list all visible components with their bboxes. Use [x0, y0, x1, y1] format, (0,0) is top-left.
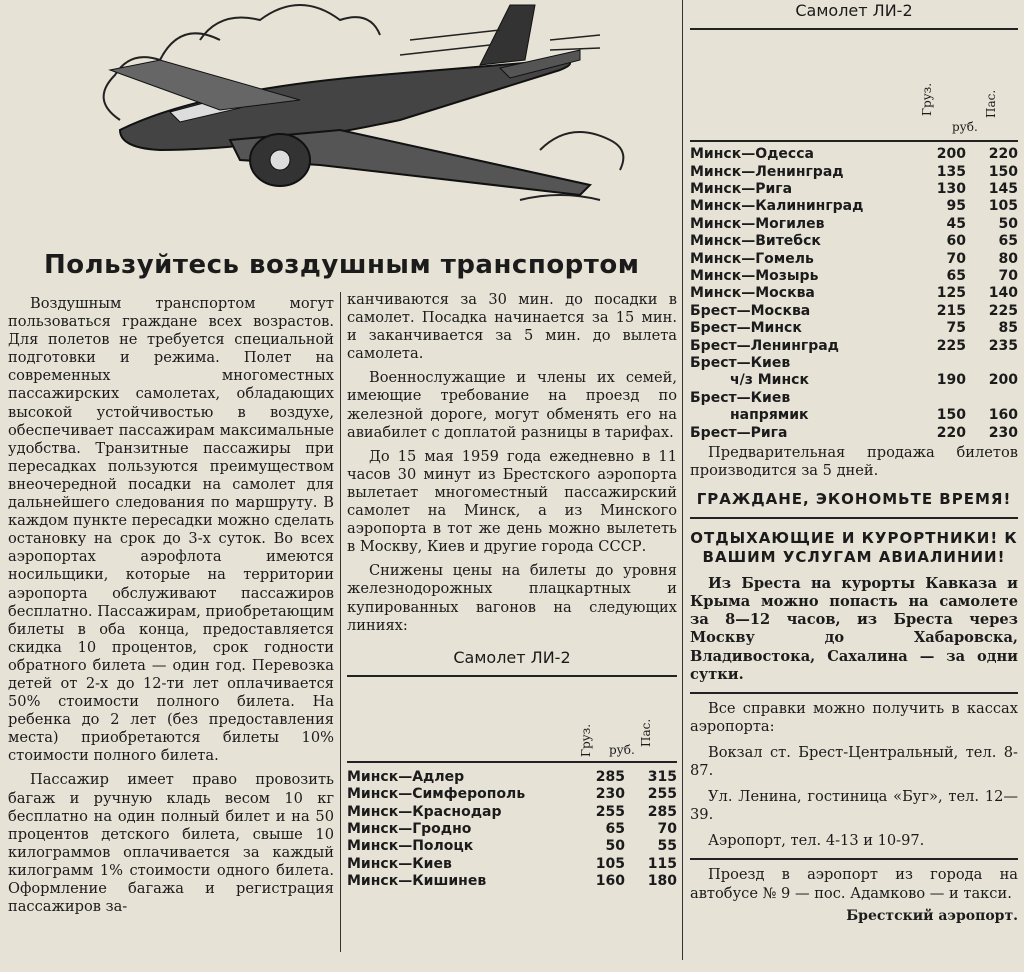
fare-row [690, 390, 1018, 407]
pass-price-cell: 220 [988, 146, 1018, 163]
route-cell: Минск—Калининград [690, 198, 864, 215]
pass-price-cell: 85 [998, 320, 1018, 337]
cargo-price-cell: 70 [946, 250, 966, 267]
fare-row [690, 355, 1018, 372]
pass-price-cell: 225 [988, 302, 1018, 319]
route-cell: Минск—Симферополь [347, 786, 526, 803]
cargo-price-cell: 230 [595, 786, 625, 803]
cargo-price-cell: 150 [936, 407, 966, 424]
cargo-price-cell: 160 [595, 873, 625, 890]
fare-row [690, 181, 1018, 198]
route-cell: Минск—Кишинев [347, 873, 487, 890]
column-1 [8, 295, 334, 922]
signature: Брестский аэропорт. [846, 907, 1018, 924]
paragraph-bus: Проезд в аэропорт из города на автобусе № 9 — пос. Адамково — и такси. [690, 866, 1018, 902]
route-cell: Брест—Минск [690, 320, 802, 337]
fare-row [690, 251, 1018, 268]
pass-price-cell: 70 [657, 821, 677, 837]
pass-price-cell: 55 [657, 838, 677, 855]
route-cell: Минск—Рига [690, 180, 793, 197]
pass-price-cell: 200 [988, 372, 1018, 389]
heading-vacationers: ОТДЫХАЮЩИЕ И КУРОРТНИКИ! К ВАШИМ УСЛУГАМ АВИАЛИНИИ! [690, 529, 1018, 567]
route-cell: Брест—Киев [690, 354, 791, 371]
pass-header: Пас. [984, 89, 998, 119]
route-cell: Брест—Москва [690, 302, 811, 319]
paragraph-military: Военнослужащие и члены их семей, имеющие требование на проезд по железной дороге, могут обменять его на авиабилет с доплатой разницы в тарифах. [347, 369, 677, 441]
cargo-price-cell: 50 [605, 838, 625, 855]
fare-row [690, 320, 1018, 337]
fare-row [690, 146, 1018, 163]
cargo-price-cell: 215 [936, 302, 966, 319]
fare-row [690, 216, 1018, 233]
route-cell: Брест—Киев [690, 389, 791, 406]
pass-price-cell: 180 [647, 873, 677, 890]
cargo-price-cell: 60 [946, 233, 966, 250]
address-station: Вокзал ст. Брест-Центральный, тел. 8-87. [690, 743, 1018, 780]
route-cell: Минск—Полоцк [347, 838, 474, 855]
table1-caption: Самолет ЛИ-2 [453, 647, 571, 667]
pass-price-cell: 115 [647, 855, 677, 872]
route-cell: напрямик [730, 407, 809, 424]
paragraph-schedule: До 15 мая 1959 года ежедневно в 11 часов 30 минут из Брестского аэропорта вылетает многоместный пассажирский самолет на Минск, а из Минского аэропорта в тот же день можно вылететь в Москву, Киев и другие города СССР. [347, 447, 677, 556]
cargo-header: Груз. [920, 83, 934, 117]
fare-row [347, 769, 677, 786]
route-cell: Минск—Гомель [690, 250, 814, 267]
cargo-price-cell: 225 [936, 337, 966, 354]
pass-price-cell: 150 [988, 163, 1018, 180]
cargo-price-cell: 65 [946, 267, 966, 284]
paragraph-prices: Снижены цены на билеты до уровня железнодорожных плацкартных и купированных вагонов на следующих линиях: [347, 562, 677, 634]
fare-row [347, 804, 677, 821]
fare-row [690, 285, 1018, 302]
cargo-price-cell [914, 355, 966, 372]
column-divider-2 [682, 0, 683, 960]
paragraph-info: Все справки можно получить в кассах аэропорта: [690, 699, 1018, 735]
paragraph-baggage: Пассажир имеет право провозить багаж и ручную кладь весом 10 кг бесплатно на один полный билет и на 50 процентов детского билета, свыше 10 килограммов оплачивается за каждый килограмм 1% стоимости одного билета. Оформление багажа и регистрация пассажиров за- [8, 771, 334, 916]
pass-price-cell: 145 [988, 180, 1018, 197]
fare-row [690, 198, 1018, 215]
fare-row [347, 821, 677, 838]
divider [690, 517, 1018, 519]
cargo-price-cell: 65 [605, 821, 625, 837]
divider [690, 692, 1018, 694]
pass-price-cell: 255 [647, 786, 677, 803]
fare-row [690, 268, 1018, 285]
cargo-price-cell: 220 [936, 424, 966, 441]
cargo-price-cell: 95 [946, 198, 966, 215]
presale-note: Предварительная продажа билетов производится за 5 дней. [690, 444, 1018, 480]
pass-price-cell: 65 [998, 233, 1018, 250]
cargo-price-cell: 285 [595, 768, 625, 785]
pass-price-cell: 140 [988, 285, 1018, 302]
column-divider [340, 292, 341, 952]
route-cell: Минск—Краснодар [347, 803, 502, 820]
fare-row [690, 407, 1018, 424]
fare-row [690, 233, 1018, 250]
cargo-header: Груз. [579, 723, 593, 757]
column-2 [347, 291, 677, 891]
fare-row [690, 338, 1018, 355]
route-cell: ч/з Минск [730, 372, 809, 389]
fare-table-2 [690, 146, 1018, 442]
pass-price-cell: 80 [998, 250, 1018, 267]
address-airport: Аэропорт, тел. 4-13 и 10-97. [708, 832, 925, 850]
fare-row [347, 856, 677, 873]
pass-price-cell [966, 390, 1018, 407]
paragraph-resorts: Из Бреста на курорты Кавказа и Крыма можно попасть на самолете за 8—12 часов, из Бреста через Москву до Хабаровска, Владивостока, Сахалина — за одни сутки. [690, 575, 1018, 683]
cargo-price-cell: 105 [595, 855, 625, 872]
table1-header [347, 675, 677, 763]
pass-price-cell: 285 [647, 803, 677, 820]
route-cell: Минск—Гродно [347, 821, 472, 837]
table2-header [690, 28, 1018, 142]
pass-price-cell: 50 [998, 215, 1018, 232]
fare-row [690, 425, 1018, 442]
route-cell: Минск—Мозырь [690, 267, 819, 284]
cargo-price-cell: 45 [946, 215, 966, 232]
rub-header: руб. [609, 742, 635, 757]
fare-row [690, 372, 1018, 389]
fare-table-1 [347, 769, 677, 891]
route-cell: Минск—Адлер [347, 768, 465, 785]
cargo-price-cell: 135 [936, 163, 966, 180]
pass-price-cell: 70 [998, 267, 1018, 284]
route-cell: Брест—Рига [690, 424, 788, 441]
pass-price-cell: 105 [988, 198, 1018, 215]
route-cell: Минск—Витебск [690, 233, 821, 250]
pass-price-cell: 315 [647, 768, 677, 785]
route-cell: Минск—Одесса [690, 146, 814, 163]
fare-row [690, 164, 1018, 181]
column-3 [690, 0, 1018, 925]
paragraph-boarding: канчиваются за 30 мин. до посадки в самолет. Посадка начинается за 15 мин. и заканчивается за 5 мин. до вылета самолета. [347, 291, 677, 363]
cargo-price-cell: 190 [936, 372, 966, 389]
divider [690, 858, 1018, 860]
rub-header: руб. [952, 120, 978, 135]
cargo-price-cell: 200 [936, 146, 966, 163]
fare-row [347, 786, 677, 803]
fare-row [347, 873, 677, 890]
pass-header: Пас. [639, 718, 653, 747]
address-hotel: Ул. Ленина, гостиница «Буг», тел. 12—39. [690, 788, 1018, 824]
fare-row [690, 303, 1018, 320]
cargo-price-cell [914, 390, 966, 407]
pass-price-cell: 230 [988, 424, 1018, 441]
route-cell: Минск—Москва [690, 285, 815, 302]
cargo-price-cell: 125 [936, 285, 966, 302]
table2-caption: Самолет ЛИ-2 [795, 1, 913, 20]
airplane-illustration [80, 0, 640, 218]
heading-save-time: ГРАЖДАНЕ, ЭКОНОМЬТЕ ВРЕМЯ! [696, 490, 1012, 509]
route-cell: Минск—Киев [347, 855, 452, 872]
cargo-price-cell: 255 [595, 803, 625, 820]
pass-price-cell: 235 [988, 337, 1018, 354]
article-headline: Пользуйтесь воздушным транспортом [44, 250, 640, 280]
paragraph-general: Воздушным транспортом могут пользоваться граждане всех возрастов. Для полетов не требуется специальной подготовки и режима. Полет на современных многоместных пассажирских самолетах, обладающих высокой устойчивостью в воздухе, обеспечивает пассажирам максимальные удобства. Транзитные пассажиры при пересадках пользуются преимуществом внеочередной посадки на самолет для дальнейшего следования по маршруту. В каждом пункте пересадки можно сделать остановку на срок до 3-х суток. Во всех аэропортах аэрофлота имеются носильщики, которые на территории аэропорта обслуживают пассажиров бесплатно. Пассажирам, приобретающим билеты в оба конца, предоставляется скидка 10 процентов, срок годности обратного билета — один год. Перевозка детей от 2-х до 12-ти лет оплачивается 50% стоимости полного билета. На ребенка до 2 лет (без предоставления места) приобретаются билеты 10% стоимости полного билета. [8, 295, 334, 765]
cargo-price-cell: 130 [936, 180, 966, 197]
pass-price-cell: 160 [988, 407, 1018, 424]
fare-row [347, 838, 677, 855]
cargo-price-cell: 75 [946, 320, 966, 337]
route-cell: Минск—Ленинград [690, 163, 844, 180]
route-cell: Брест—Ленинград [690, 337, 839, 354]
pass-price-cell [966, 355, 1018, 372]
route-cell: Минск—Могилев [690, 215, 825, 232]
